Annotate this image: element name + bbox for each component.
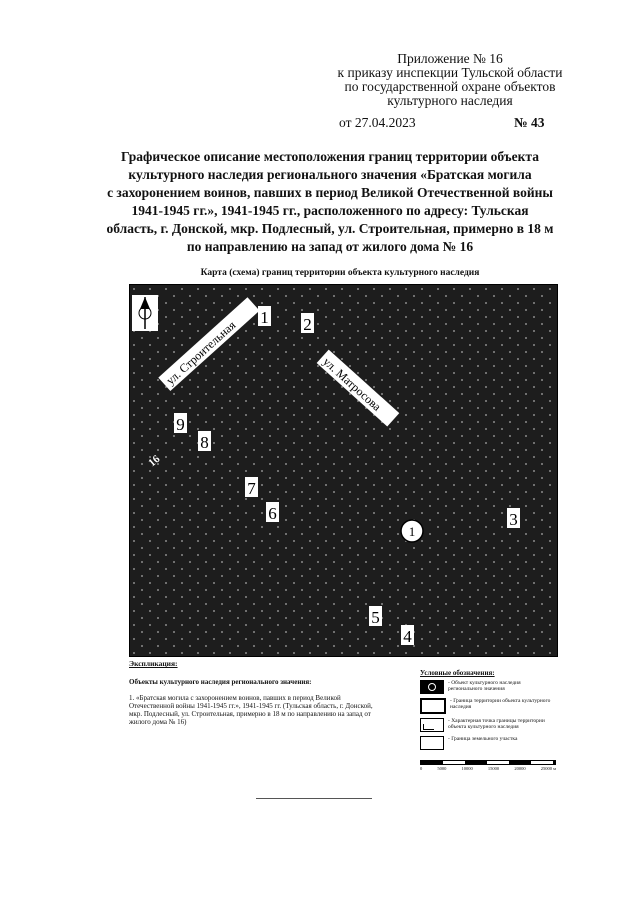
- legend-item: [420, 680, 556, 694]
- legend-item: [420, 736, 556, 750]
- boundary-point-label: 1: [260, 308, 269, 327]
- boundary-map: [129, 284, 558, 657]
- title-line: по направлению на запад от жилого дома № 16: [186, 239, 474, 254]
- boundary-point-label: 8: [200, 433, 209, 452]
- boundary-point-label: 9: [176, 415, 185, 434]
- map-caption: Карта (схема) границ территории объекта культурного наследия: [200, 268, 480, 278]
- title-line: культурного наследия регионального значения «Братская могила: [128, 167, 532, 182]
- heritage-object-icon: [420, 680, 444, 694]
- order-reference-line3: по государственной охране объектов: [344, 79, 556, 94]
- scale-label: 20000: [514, 766, 526, 771]
- title-line: с захоронением воинов, павших в период Великой Отечественной войны: [107, 185, 553, 200]
- boundary-point-label: 4: [403, 627, 412, 646]
- document-title: [60, 148, 600, 256]
- legend-item-label: - Характерная точка границы территории объекта культурного наследия: [448, 718, 545, 730]
- north-arrow-icon: [132, 295, 158, 331]
- title-line: Графическое описание местоположения границ территории объекта: [121, 149, 539, 164]
- order-date: от 27.04.2023: [339, 115, 416, 130]
- explication: [129, 660, 374, 726]
- appendix-number: Приложение № 16: [397, 51, 503, 66]
- land-plot-icon: [420, 736, 444, 750]
- boundary-point-label: 7: [247, 479, 256, 498]
- svg-text:16: 16: [146, 453, 163, 470]
- title-line: область, г. Донской, мкр. Подлесный, ул. Строительная, примерно в 18 м: [106, 221, 554, 236]
- boundary-point-label: 5: [371, 608, 380, 627]
- order-number: № 43: [514, 115, 545, 130]
- legend-item: [420, 698, 556, 714]
- explication-subheading: Объекты культурного наследия регионального значения:: [129, 678, 312, 686]
- scale-label: 0: [420, 766, 423, 771]
- scale-label: 25000 м: [540, 766, 556, 771]
- order-reference-line4: культурного наследия: [387, 93, 513, 108]
- svg-text:ул. Матросова: ул. Матросова: [320, 354, 384, 414]
- boundary-line-icon: [420, 698, 446, 714]
- boundary-point-label: 3: [509, 510, 518, 529]
- legend-item-label: - Граница территории объекта культурного наследия: [450, 698, 551, 710]
- svg-text:1: 1: [408, 524, 416, 539]
- boundary-point-icon: [420, 718, 444, 732]
- svg-text:ул. Строительная: ул. Строительная: [163, 317, 239, 388]
- boundary-point-label: 2: [303, 315, 312, 334]
- map-drawing: [130, 285, 557, 656]
- order-reference: к приказу инспекции Тульской области: [337, 65, 563, 80]
- legend-item-label: - Объект культурного наследия регионального значения: [448, 680, 521, 692]
- scale-label: 15000: [487, 766, 500, 771]
- explication-body: 1. «Братская могила с захоронением воинов, павших в период Великой Отечественной войны 1941-1945 гг.», 1941-1945 гг. (Тульская область, г. Донской, мкр. Подлесный, ул. Строительная, примерно в 18 м по направлению на запад от жилого дома № 16): [129, 694, 373, 726]
- closing-rule: [256, 798, 372, 799]
- legend-item: [420, 718, 556, 732]
- scale-label: 10000: [461, 766, 473, 771]
- title-line: 1941-1945 гг.», 1941-1945 гг., расположенного по адресу: Тульская: [131, 203, 529, 218]
- legend-heading: Условные обозначения:: [420, 669, 495, 677]
- boundary-point-label: 6: [268, 504, 277, 523]
- scale-bar: [420, 760, 556, 771]
- scale-label: 5000: [437, 766, 447, 771]
- map-legend: [420, 670, 556, 754]
- heritage-object-marker: [401, 520, 423, 542]
- explication-heading: Экспликация:: [129, 659, 178, 668]
- scale-labels: [420, 766, 556, 771]
- scale-bar-graphic: [420, 760, 556, 765]
- legend-item-label: - Граница земельного участка: [448, 736, 518, 742]
